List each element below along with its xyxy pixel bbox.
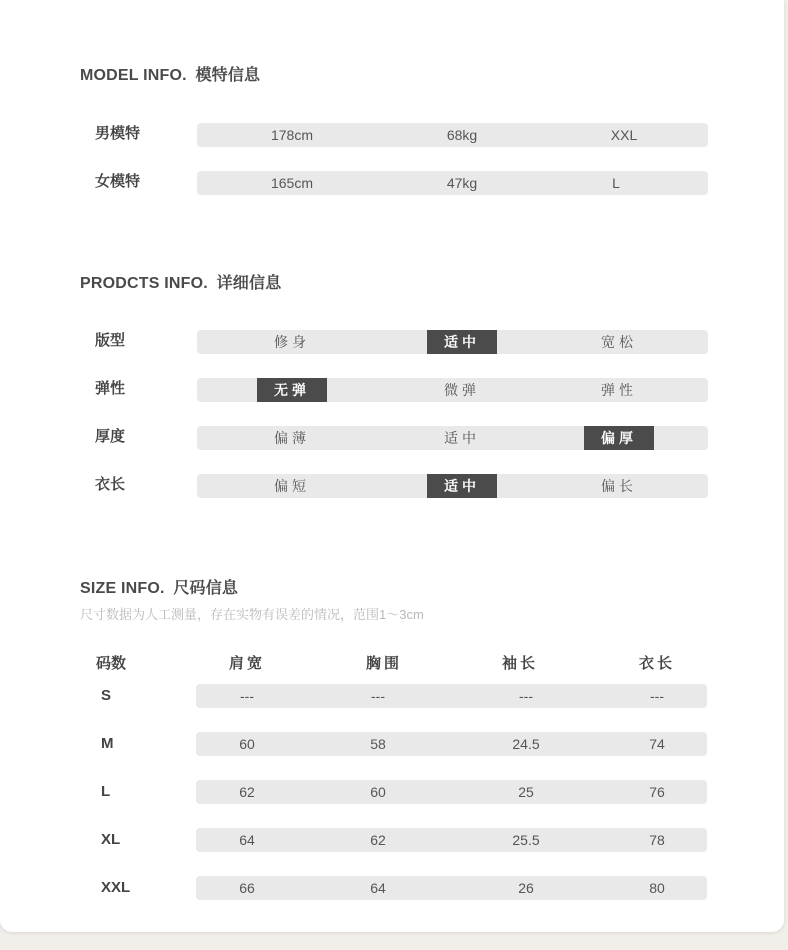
size-header-shoulder: 肩宽 <box>228 655 266 672</box>
size-value: 62 <box>370 832 386 848</box>
size-value: --- <box>371 688 385 704</box>
size-info-title <box>80 575 238 598</box>
product-option: 宽松 <box>601 334 637 350</box>
size-row-label: XL <box>101 831 121 848</box>
product-row <box>0 328 788 354</box>
product-info-title-en: PRODCTS INFO. <box>80 275 208 292</box>
size-value: 64 <box>370 880 386 896</box>
product-row <box>0 376 788 402</box>
product-row <box>0 424 788 450</box>
size-note: 尺寸数据为人工测量，存在实物有误差的情况，范围1〜3cm <box>80 607 424 622</box>
product-option: 偏长 <box>601 478 637 494</box>
size-value: 76 <box>649 784 665 800</box>
product-option: 偏短 <box>274 478 310 494</box>
product-info-title <box>80 270 281 293</box>
size-header-chest: 胸围 <box>365 655 403 672</box>
size-value: --- <box>519 688 533 704</box>
model-weight: 47kg <box>446 175 478 191</box>
model-size: L <box>612 175 620 191</box>
size-value: 58 <box>370 736 386 752</box>
size-value: 74 <box>649 736 665 752</box>
model-label: 女模特 <box>95 173 141 190</box>
product-option: 适中 <box>444 430 480 446</box>
size-bar <box>196 876 707 900</box>
product-row-label: 弹性 <box>95 380 126 397</box>
model-row-male <box>0 121 788 147</box>
size-row <box>0 875 788 901</box>
size-value: 80 <box>649 880 665 896</box>
size-row <box>0 683 788 709</box>
product-row <box>0 472 788 498</box>
product-option: 微弹 <box>444 382 480 398</box>
model-height: 178cm <box>270 127 314 143</box>
size-row-label: XXL <box>101 879 131 896</box>
product-option: 修身 <box>274 334 310 350</box>
size-value: --- <box>240 688 254 704</box>
size-bar <box>196 780 707 804</box>
size-value: --- <box>650 688 664 704</box>
size-row <box>0 827 788 853</box>
model-weight: 68kg <box>446 127 478 143</box>
size-value: 24.5 <box>512 736 540 752</box>
product-option: 偏薄 <box>274 430 310 446</box>
product-info-title-cn: 详细信息 <box>216 275 282 292</box>
product-row-label: 厚度 <box>95 428 126 445</box>
model-row-female <box>0 169 788 195</box>
product-option-selected: 偏厚 <box>584 426 654 450</box>
size-value: 25 <box>518 784 534 800</box>
product-option: 弹性 <box>601 382 637 398</box>
model-info-title-en: MODEL INFO. <box>80 67 187 84</box>
size-row <box>0 779 788 805</box>
size-value: 25.5 <box>512 832 540 848</box>
size-info-title-cn: 尺码信息 <box>173 580 239 597</box>
product-option-selected: 适中 <box>427 474 497 498</box>
size-value: 64 <box>239 832 255 848</box>
size-row-label: M <box>101 735 114 752</box>
model-height: 165cm <box>270 175 314 191</box>
size-row-label: S <box>101 687 112 704</box>
size-bar <box>196 684 707 708</box>
size-header-length: 衣长 <box>638 655 676 672</box>
size-info-title-en: SIZE INFO. <box>80 580 165 597</box>
product-row-label: 版型 <box>95 332 126 349</box>
size-row-label: L <box>101 783 111 800</box>
size-value: 60 <box>370 784 386 800</box>
size-row <box>0 731 788 757</box>
size-value: 26 <box>518 880 534 896</box>
size-header-code: 码数 <box>96 655 127 672</box>
size-value: 62 <box>239 784 255 800</box>
model-label: 男模特 <box>95 125 141 142</box>
size-bar <box>196 828 707 852</box>
model-size: XXL <box>610 127 638 143</box>
size-bar <box>196 732 707 756</box>
size-value: 78 <box>649 832 665 848</box>
product-option-selected: 适中 <box>427 330 497 354</box>
model-info-title-cn: 模特信息 <box>195 67 261 84</box>
model-info-title <box>80 62 260 85</box>
size-value: 66 <box>239 880 255 896</box>
size-header-sleeve: 袖长 <box>501 655 539 672</box>
product-row-label: 衣长 <box>95 476 126 493</box>
product-option-selected: 无弹 <box>257 378 327 402</box>
size-value: 60 <box>239 736 255 752</box>
